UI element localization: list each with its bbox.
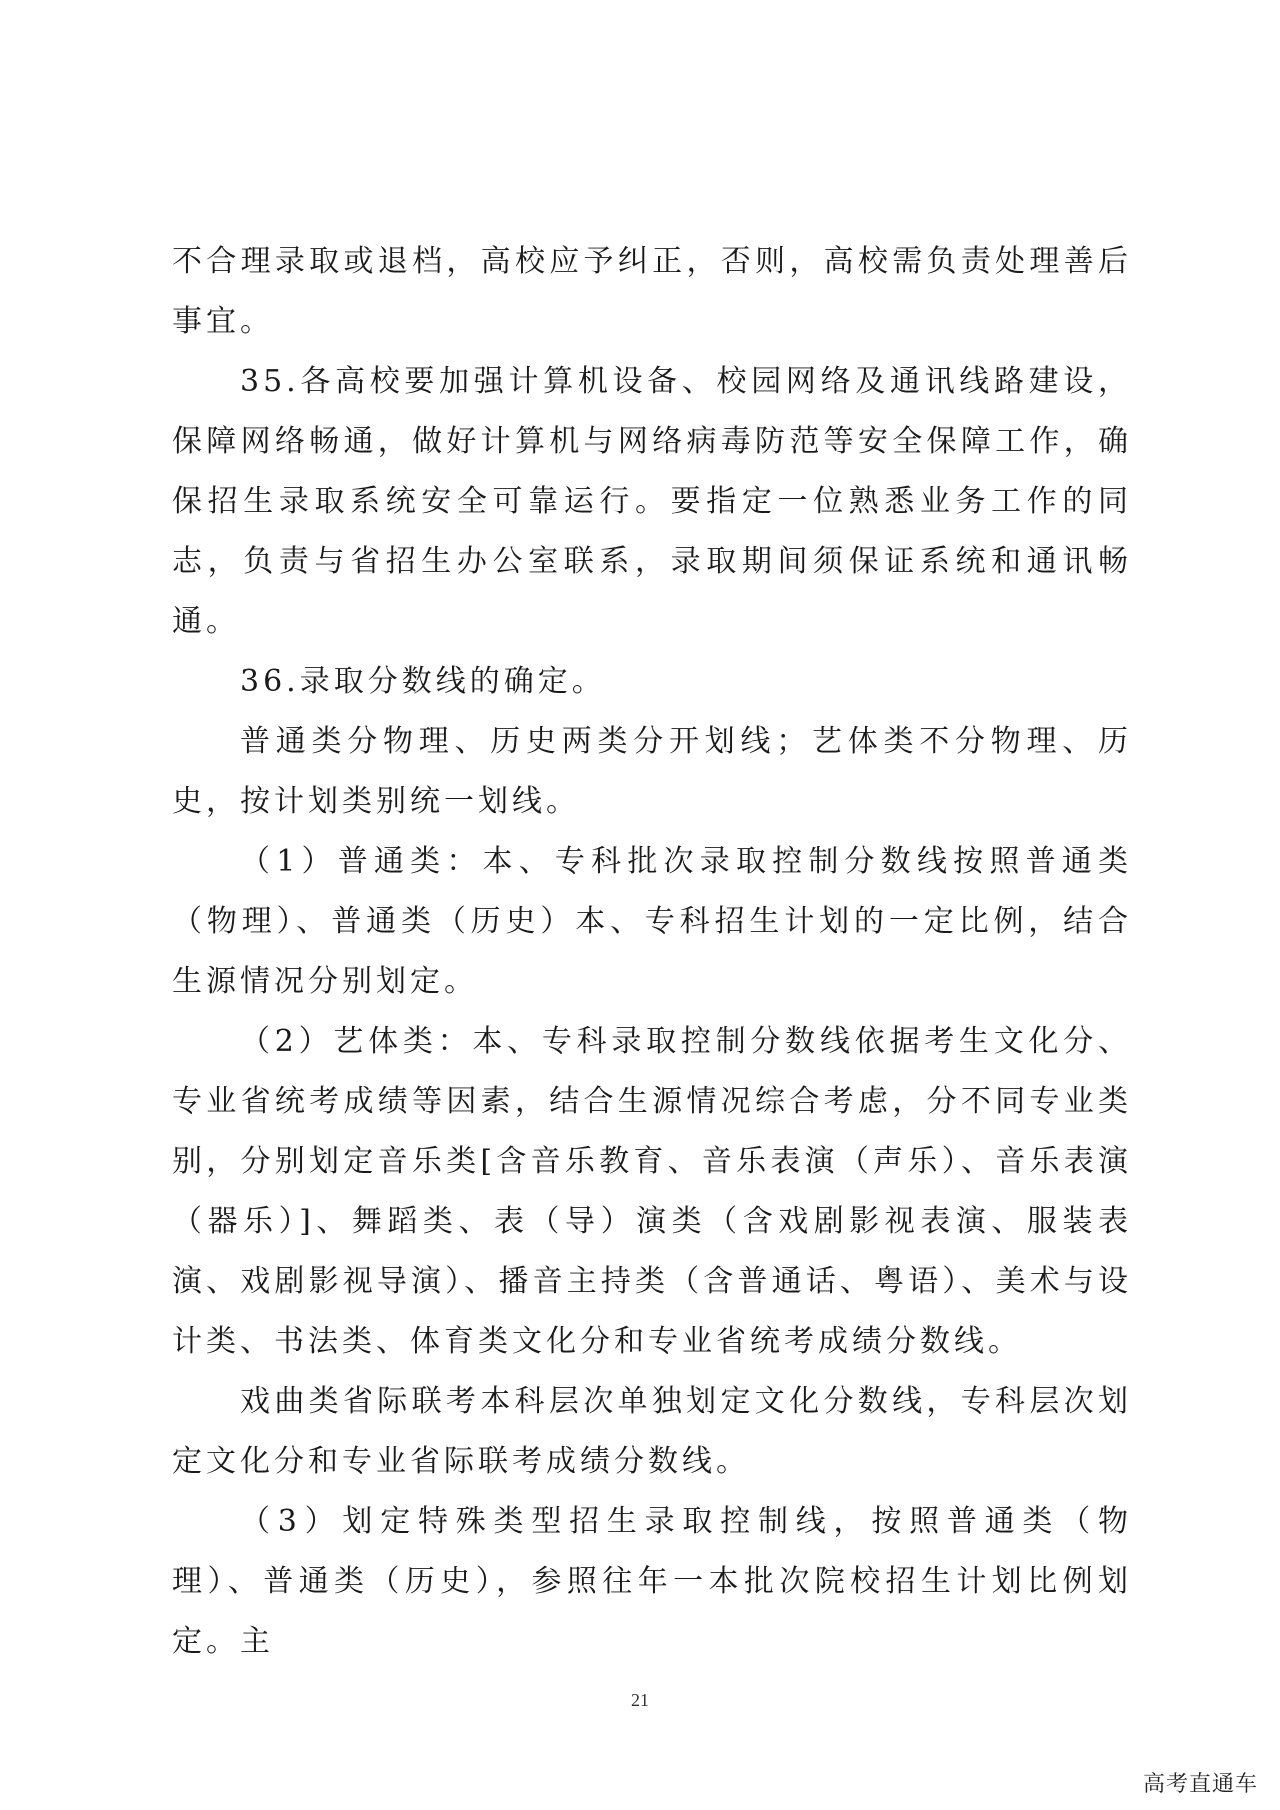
paragraph-item-35: 35.各高校要加强计算机设备、校园网络及通讯线路建设，保障网络畅通，做好计算机与网络病毒防范等安全保障工作，确保招生录取系统安全可靠运行。要指定一位熟悉业务工作的同志，负责与省招生办公室联系，录取期间须保证系统和通讯畅通。: [172, 364, 1132, 639]
page-number: 21: [631, 1690, 649, 1710]
paragraph-continuation: 不合理录取或退档，高校应予纠正，否则，高校需负责处理善后事宜。: [172, 244, 1132, 339]
paragraph-item-36: 36.录取分数线的确定。: [240, 664, 606, 699]
paragraph-special-category: （3）划定特殊类型招生录取控制线，按照普通类（物理）、普通类（历史），参照往年一本批次院校招生计划比例划定。主: [172, 1504, 1132, 1659]
paragraph-general-category: （1）普通类：本、专科批次录取控制分数线按照普通类（物理）、普通类（历史）本、专科招生计划的一定比例，结合生源情况分别划定。: [172, 844, 1132, 999]
watermark: 高考直通车: [1142, 1772, 1258, 1797]
paragraph-opera-category: 戏曲类省际联考本科层次单独划定文化分数线，专科层次划定文化分和专业省际联考成绩分数线。: [172, 1384, 1132, 1479]
document-body: [172, 232, 1132, 1672]
paragraph-line-division: 普通类分物理、历史两类分开划线；艺体类不分物理、历史，按计划类别统一划线。: [172, 724, 1132, 819]
paragraph-arts-sports-category: （2）艺体类：本、专科录取控制分数线依据考生文化分、专业省统考成绩等因素，结合生源情况综合考虑，分不同专业类别，分别划定音乐类[含音乐教育、音乐表演（声乐）、音乐表演（器乐）]、舞蹈类、表（导）演类（含戏剧影视表演、服装表演、戏剧影视导演）、播音主持类（含普通话、粤语）、美术与设计类、书法类、体育类文化分和专业省统考成绩分数线。: [172, 1024, 1132, 1359]
